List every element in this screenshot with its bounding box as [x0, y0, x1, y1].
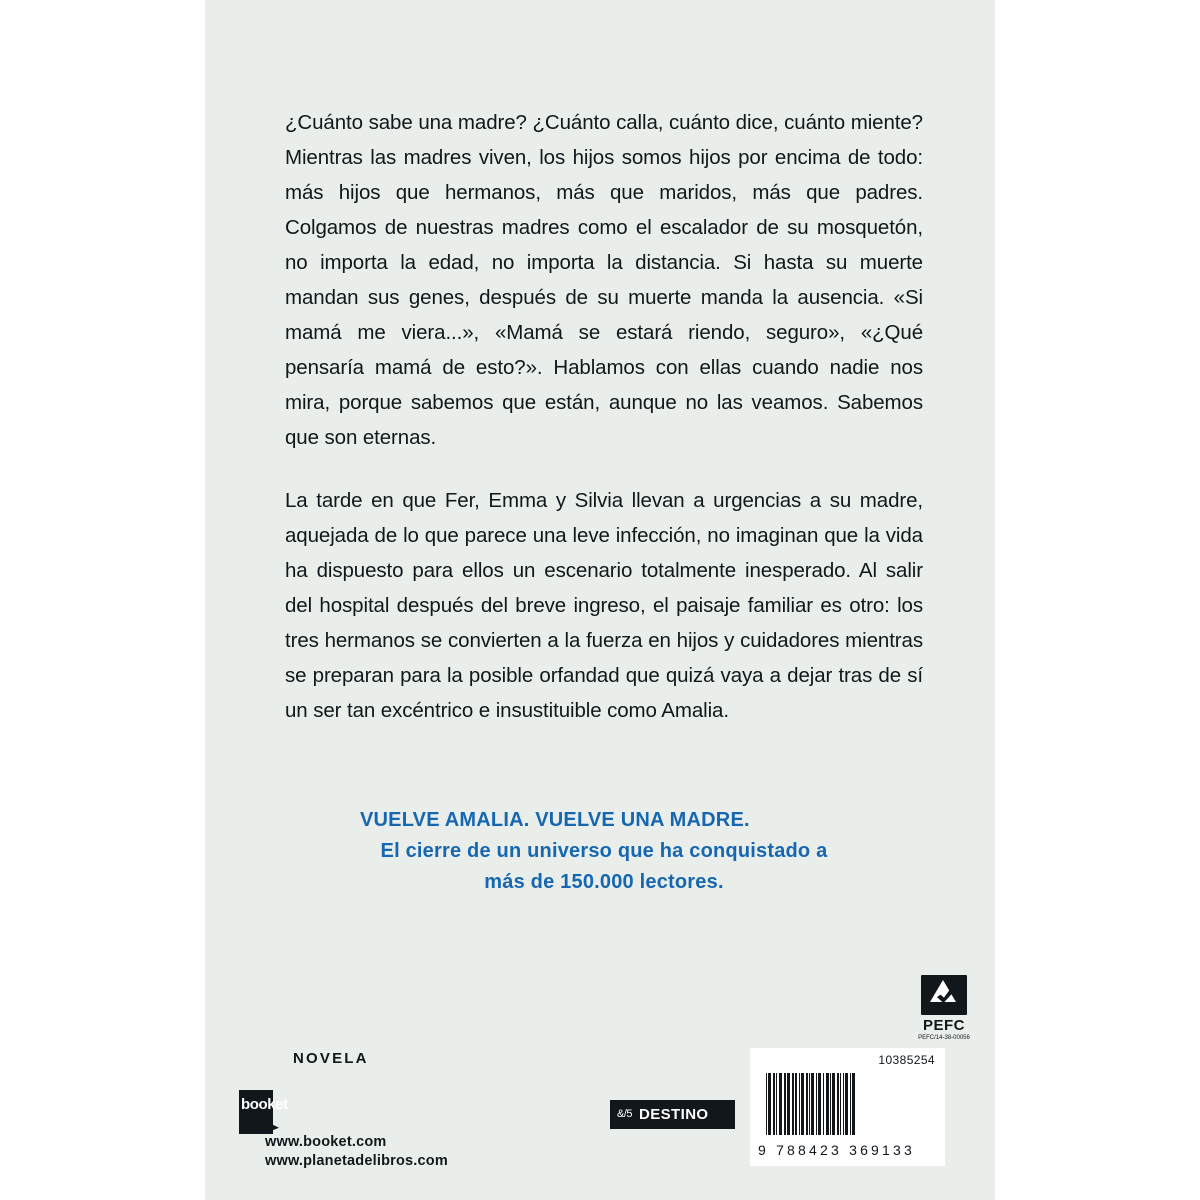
barcode — [750, 1048, 945, 1166]
url-booket[interactable]: www.booket.com — [265, 1134, 387, 1150]
pefc-tree-icon — [921, 975, 967, 1015]
tagline-line-3: más de 150.000 lectores. — [484, 871, 724, 893]
destino-mark-icon: &/5 — [617, 1108, 633, 1120]
blurb-text — [285, 105, 923, 756]
blurb-paragraph-1: ¿Cuánto sabe una madre? ¿Cuánto calla, cuánto dice, cuánto miente? Mientras las madres viven, los hijos somos hijos por encima de todo: más hijos que hermanos, más que maridos, más que padres. Colgamos de nuestras madres como el escalador de su mosquetón, no importa la edad, no importa la distancia. Si hasta su muerte mandan sus genes, después de su muerte manda la ausencia. «Si mamá me viera...», «Mamá se estará riendo, seguro», «¿Qué pensaría mamá de esto?». Hablamos con ellas cuando nadie nos mira, porque sabemos que están, aunque no las veamos. Sabemos que son eternas. — [285, 111, 923, 449]
barcode-bars — [766, 1073, 930, 1135]
genre-label: NOVELA — [293, 1050, 369, 1067]
publisher-name: DESTINO — [639, 1106, 709, 1123]
publisher-logo — [610, 1100, 735, 1129]
tagline — [285, 805, 923, 898]
ean-number: 9 788423 369133 — [758, 1142, 915, 1158]
pefc-certification — [910, 975, 978, 1041]
tagline-line-2: El cierre de un universo que ha conquistado a — [380, 840, 828, 862]
tagline-line-1: VUELVE AMALIA. VUELVE UNA MADRE. — [360, 809, 750, 831]
internal-code: 10385254 — [878, 1053, 935, 1067]
website-urls — [265, 1133, 448, 1171]
url-planetadelibros[interactable]: www.planetadelibros.com — [265, 1153, 448, 1169]
pefc-label: PEFC — [922, 1017, 965, 1034]
book-back-cover — [205, 0, 995, 1200]
pefc-code: PEFC/14-38-00056 — [918, 1035, 970, 1041]
blurb-paragraph-2: La tarde en que Fer, Emma y Silvia llevan a urgencias a su madre, aquejada de lo que parece una leve infección, no imaginan que la vida ha dispuesto para ellos un escenario totalmente inesperado. Al salir del hospital después del breve ingreso, el paisaje familiar es otro: los tres hermanos se convierten a la fuerza en hijos y cuidadores mientras se preparan para la posible orfandad que quizá vaya a dejar tras de sí un ser tan excéntrico e insustituible como Amalia. — [285, 489, 923, 722]
booket-logo-wordmark: booket — [241, 1096, 288, 1113]
